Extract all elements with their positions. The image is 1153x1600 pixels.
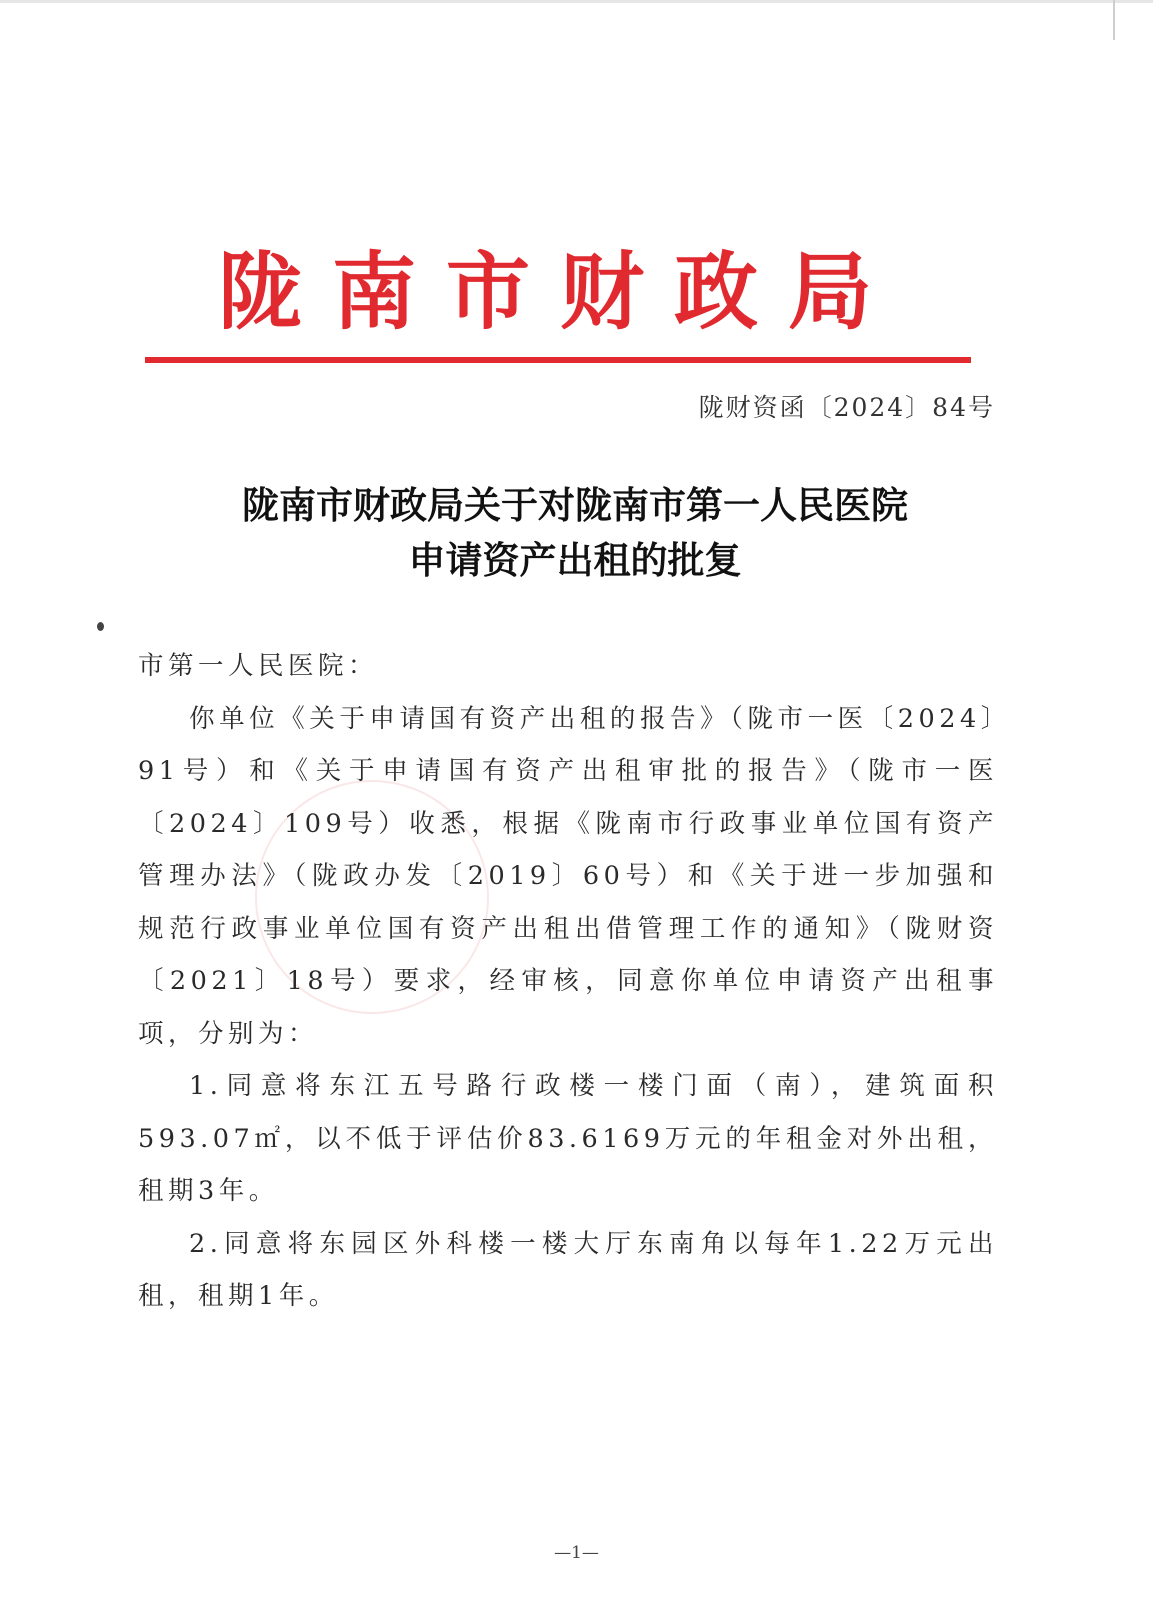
scan-speck <box>97 622 104 631</box>
letterhead-red-rule <box>145 357 971 363</box>
document-body <box>138 640 998 1323</box>
scan-top-edge <box>0 0 1153 3</box>
document-title <box>120 478 1030 588</box>
body-paragraph-3: 2.同意将东园区外科楼一楼大厅东南角以每年1.22万元出租，租期1年。 <box>138 1228 998 1311</box>
body-paragraph-1: 你单位《关于申请国有资产出租的报告》（陇市一医〔2024〕91号）和《关于申请国有资产出租审批的报告》（陇市一医〔2024〕109号）收悉，根据《陇南市行政事业单位国有资产管理办法》（陇政办发〔2019〕60号）和《关于进一步加强和规范行政事业单位国有资产出租出借管理工作的通知》（陇财资〔2021〕18号）要求，经审核，同意你单位申请资产出租事项，分别为： <box>138 703 998 1049</box>
title-line-2: 申请资产出租的批复 <box>408 538 742 582</box>
body-paragraph-2: 1.同意将东江五号路行政楼一楼门面（南），建筑面积593.07㎡，以不低于评估价83.6169万元的年租金对外出租，租期3年。 <box>138 1071 998 1206</box>
title-line-1: 陇南市财政局关于对陇南市第一人民医院 <box>242 483 908 527</box>
scan-right-edge <box>1113 0 1115 40</box>
salutation: 市第一人民医院： <box>138 651 379 681</box>
page-number: —1— <box>554 1543 599 1563</box>
document-number: 陇财资函〔2024〕84号 <box>698 393 995 422</box>
letterhead-org-name: 陇南市财政局 <box>217 242 902 341</box>
